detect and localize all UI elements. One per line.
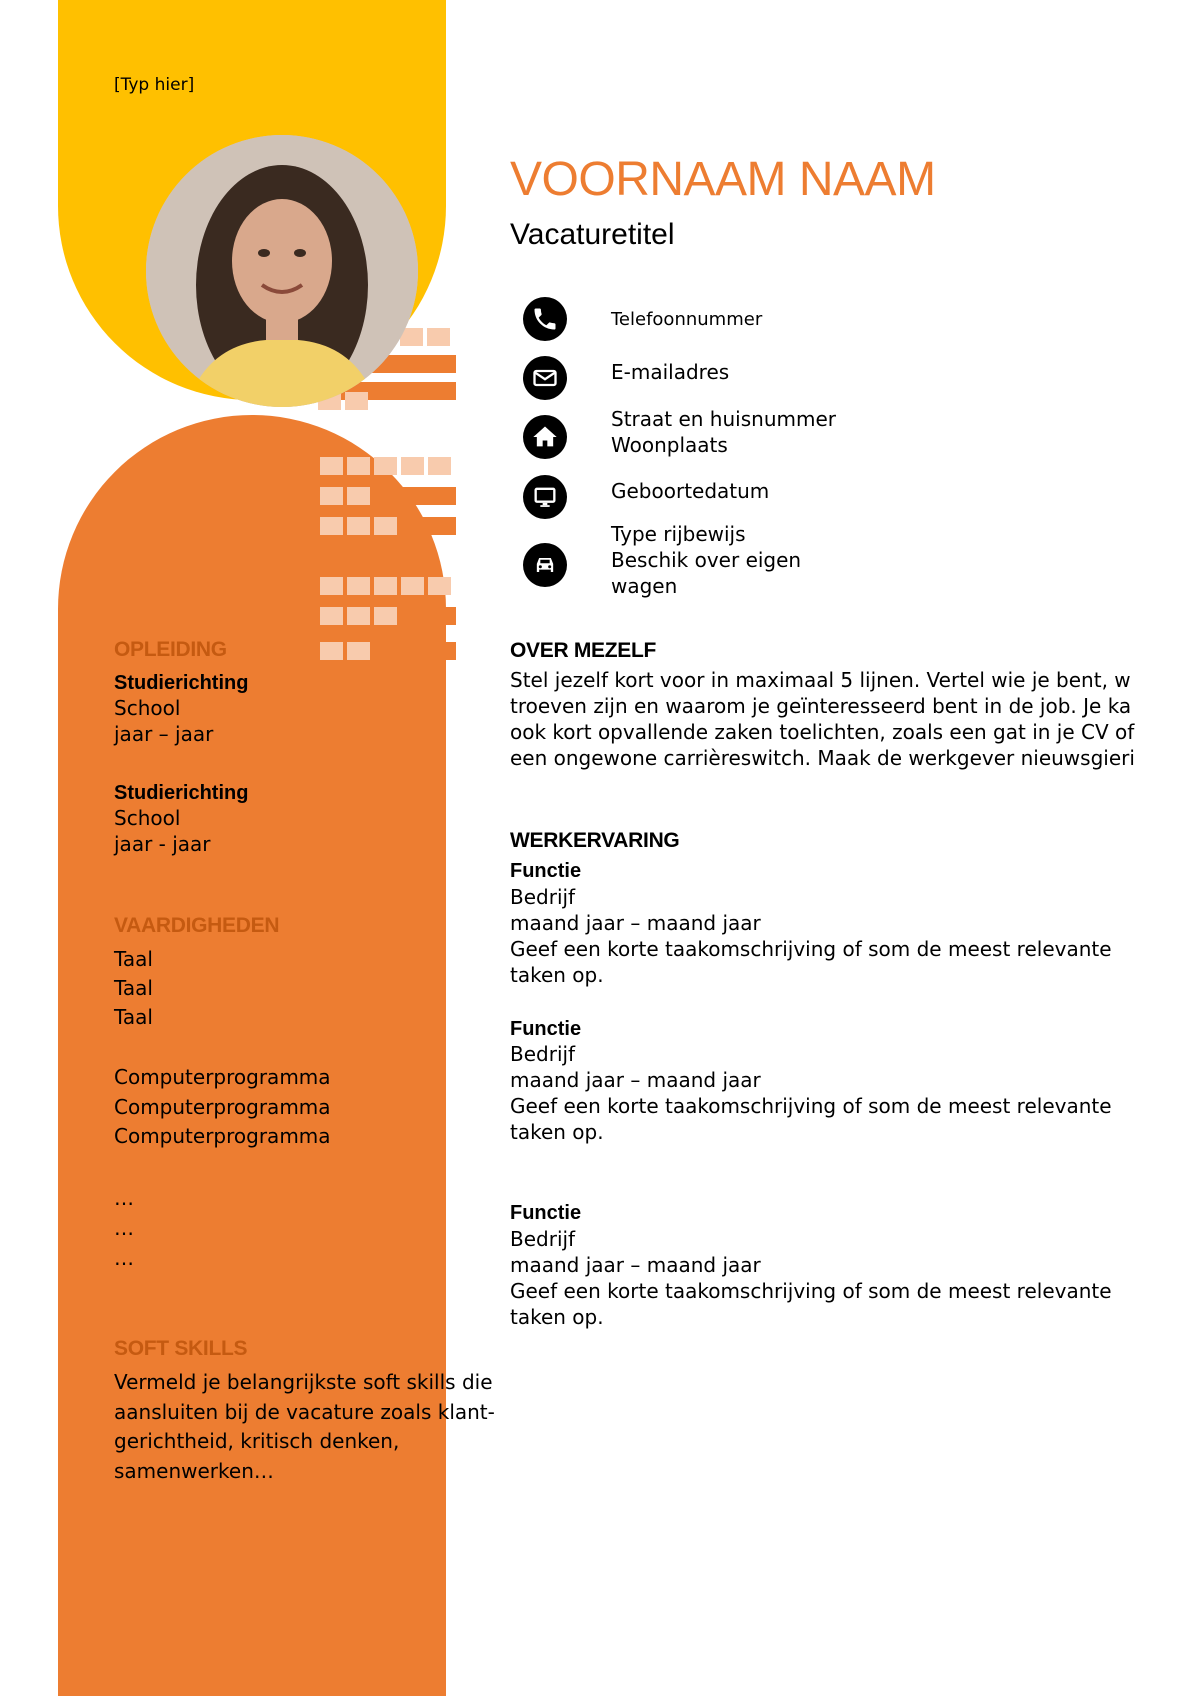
education-study-1: Studierichting xyxy=(114,672,249,694)
about-line-4: een ongewone carrièreswitch. Maak de werkgever nieuwsgieri xyxy=(510,746,1135,770)
experience-desc2-1: taken op. xyxy=(510,963,604,987)
skill-program-3: Computerprogramma xyxy=(114,1124,331,1148)
experience-period-1: maand jaar – maand jaar xyxy=(510,911,761,935)
experience-function-1: Functie xyxy=(510,860,582,882)
experience-title: WERKERVARING xyxy=(510,829,680,852)
experience-desc1-3: Geef een korte taakomschrijving of som de meest relevante xyxy=(510,1279,1112,1303)
about-line-1: Stel jezelf kort voor in maximaal 5 lijnen. Vertel wie je bent, w xyxy=(510,668,1131,692)
email-text: E-mailadres xyxy=(611,360,730,384)
skill-language-3: Taal xyxy=(114,1005,153,1029)
education-study-2: Studierichting xyxy=(114,782,249,804)
experience-company-1: Bedrijf xyxy=(510,885,576,909)
profile-photo xyxy=(146,135,418,407)
license-line2: Beschik over eigen xyxy=(611,548,802,572)
about-title: OVER MEZELF xyxy=(510,639,657,662)
experience-period-2: maand jaar – maand jaar xyxy=(510,1068,761,1092)
address-line2: Woonplaats xyxy=(611,433,728,457)
skill-language-1: Taal xyxy=(114,947,153,971)
skills-title: VAARDIGHEDEN xyxy=(114,914,280,937)
placeholder-text[interactable]: [Typ hier] xyxy=(114,75,195,95)
car-icon xyxy=(523,543,567,587)
experience-period-3: maand jaar – maand jaar xyxy=(510,1253,761,1277)
education-school-2: School xyxy=(114,806,181,830)
about-line-2: troeven zijn en waarom je geïnteresseerd bent in de job. Je ka xyxy=(510,694,1132,718)
birthdate-text: Geboortedatum xyxy=(611,479,770,503)
phone-icon xyxy=(523,297,567,341)
education-school-1: School xyxy=(114,696,181,720)
phone-text: Telefoonnummer xyxy=(611,309,763,330)
skill-other-3: … xyxy=(114,1246,134,1270)
skill-other-1: … xyxy=(114,1186,134,1210)
education-years-1: jaar – jaar xyxy=(114,722,214,746)
mail-icon xyxy=(523,356,567,400)
skill-program-2: Computerprogramma xyxy=(114,1095,331,1119)
experience-desc2-2: taken op. xyxy=(510,1120,604,1144)
soft-skills-line-3: gerichtheid, kritisch denken, xyxy=(114,1429,400,1453)
experience-function-3: Functie xyxy=(510,1202,582,1224)
full-name: VOORNAAM NAAM xyxy=(510,153,936,206)
experience-desc1-1: Geef een korte taakomschrijving of som de meest relevante xyxy=(510,937,1112,961)
soft-skills-line-1: Vermeld je belangrijkste soft skills die xyxy=(114,1370,493,1394)
experience-desc2-3: taken op. xyxy=(510,1305,604,1329)
address-line1: Straat en huisnummer xyxy=(611,407,836,431)
experience-company-3: Bedrijf xyxy=(510,1227,576,1251)
skill-program-1: Computerprogramma xyxy=(114,1065,331,1089)
job-title: Vacaturetitel xyxy=(510,218,675,251)
home-icon xyxy=(523,415,567,459)
soft-skills-line-2: aansluiten bij de vacature zoals klant- xyxy=(114,1400,495,1424)
about-line-3: ook kort opvallende zaken toelichten, zoals een gat in je CV of xyxy=(510,720,1135,744)
monitor-icon xyxy=(523,475,567,519)
soft-skills-title: SOFT SKILLS xyxy=(114,1337,248,1360)
skill-other-2: … xyxy=(114,1216,134,1240)
experience-function-2: Functie xyxy=(510,1018,582,1040)
education-title: OPLEIDING xyxy=(114,638,227,661)
education-years-2: jaar - jaar xyxy=(114,832,211,856)
license-line3: wagen xyxy=(611,574,678,598)
skill-language-2: Taal xyxy=(114,976,153,1000)
experience-desc1-2: Geef een korte taakomschrijving of som de meest relevante xyxy=(510,1094,1112,1118)
soft-skills-line-4: samenwerken… xyxy=(114,1459,274,1483)
experience-company-2: Bedrijf xyxy=(510,1042,576,1066)
license-line1: Type rijbewijs xyxy=(611,522,746,546)
